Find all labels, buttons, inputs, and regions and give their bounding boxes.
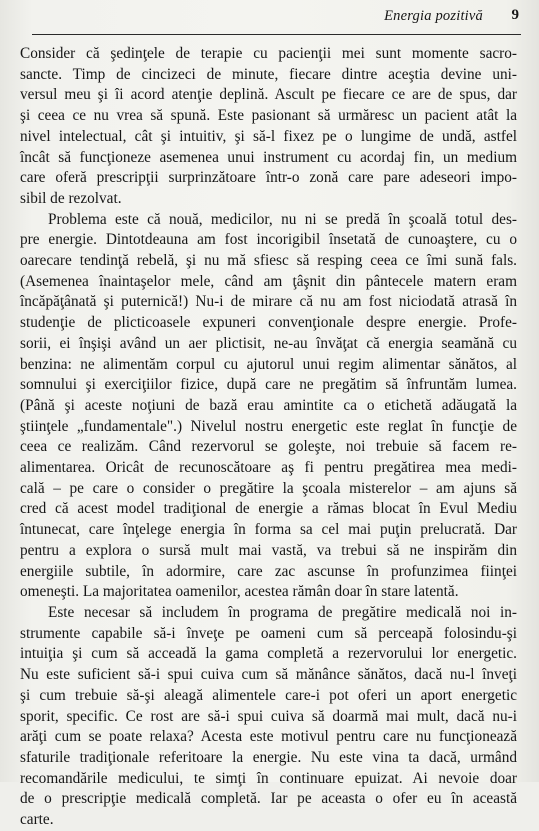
text-line: (Până şi aceste noţiuni de bază erau amintite ca o etichetă adăugată la [20, 396, 517, 414]
text-line: sfaturile tradiţionale referitoare la energie. Nu este vina ta dacă, urmând [20, 748, 517, 766]
paragraph [20, 210, 517, 603]
text-line: încăpăţânată şi puternică!) Nu-i de mirare că nu am fost niciodată atrasă în [20, 293, 517, 311]
text-line: Consider că şedinţele de terapie cu pacienţii mei sunt momente sacro- [20, 45, 517, 62]
text-line: cală – pe care o consider o pregătire la şcoala misterelor – am ajuns să [20, 479, 517, 497]
text-line: pre energie. Dintotdeauna am fost incorigibil însetată de cunoaştere, cu o [20, 231, 517, 249]
text-line: şi ceea ce nu vrea să spună. Este pasionant să urmăresc un pacient atât la [20, 107, 517, 125]
text-line: sporit, specific. Ce rost are să-i spui cuiva să doarmă mai mult, dacă nu-i [20, 707, 517, 725]
text-line: arăţi cum se poate relaxa? Acesta este motivul pentru care nu funcţionează [20, 728, 517, 746]
text-line: cred că acest model tradiţional de energie a rămas blocat în Evul Mediu [20, 500, 517, 518]
body-text [20, 44, 517, 831]
text-line: benzina: ne alimentăm corpul cu ajutorul unui regim alimentar sănătos, al [20, 355, 517, 373]
text-line: nivel intelectual, cât şi intuitiv, şi să-l fixez pe o lungime de undă, astfel [20, 127, 517, 145]
text-line: versul meu şi îi acord atenţie deplină. Ascult pe fiecare ce are de spus, dar [20, 86, 517, 104]
paragraph [20, 603, 517, 831]
text-line: Problema este că nouă, medicilor, nu ni se predă în şcoală totul des- [48, 210, 517, 228]
text-line: şi cum trebuie să-şi aleagă alimentele care-i pot oferi un aport energetic [20, 686, 517, 704]
text-line: somnului şi exerciţiilor fizice, după care ne pregătim să înfruntăm lumea. [20, 376, 517, 394]
paragraph [20, 44, 517, 210]
text-line: omeneşti. La majoritatea oamenilor, acestea rămân doar în stare latentă. [20, 583, 459, 601]
text-line: recomandările medicului, te simţi în continuare epuizat. Ai nevoie doar [20, 769, 517, 787]
text-line: de o prescripţie medicală completă. Iar pe aceasta o ofer eu în această [20, 790, 517, 808]
text-line: sorii, ei înşişi având un aer plictisit, ne-au învăţat că energia seamănă cu [20, 334, 517, 352]
text-line: ştiinţele „fundamentale".) Nivelul nostru energetic este reglat în funcţie de [20, 417, 517, 435]
text-line: studenţie de plicticoasele expuneri convenţionale despre energie. Profe- [20, 314, 517, 332]
text-line: ceea ce realizăm. Când rezervorul se goleşte, noi trebuie să facem re- [20, 438, 517, 456]
text-line: sibil de rezolvat. [20, 189, 122, 207]
page-number: 9 [511, 7, 519, 23]
text-line: oarecare tendinţă rebelă, şi nu mă sfiesc să resping ceea ce îmi sună fals. [20, 252, 517, 270]
text-line: carte. [20, 811, 54, 829]
text-line: încât să funcţioneze asemenea unui instrument cu acordaj fin, un medium [20, 148, 517, 166]
text-line: sancte. Timp de cincizeci de minute, fiecare dintre aceştia devine uni- [20, 65, 517, 83]
running-head: Energia pozitivă [384, 8, 483, 24]
header-rule [32, 34, 521, 35]
text-line: Este necesar să includem în programa de pregătire medicală noi in- [48, 603, 517, 621]
text-line: strumente capabile să-i înveţe pe oameni cum să perceapă folosindu-şi [20, 624, 517, 642]
text-line: intuiţia şi cum să acceadă la gama completă a rezervorului lor energetic. [20, 645, 517, 663]
text-line: Nu este suficient să-i spui cuiva cum să mănânce sănătos, dacă nu-l înveţi [20, 666, 517, 684]
text-line: (Asemenea înaintaşelor mele, când am ţâşnit din pântecele matern eram [20, 272, 517, 290]
text-line: alimentarea. Oricât de recunoscătoare aş fi pentru pregătirea mea medi- [20, 459, 517, 477]
text-line: întunecat, care înţelege energia în forma sa cel mai puţin prelucrată. Dar [20, 521, 517, 539]
text-line: energiile subtile, în adormire, care zac ascunse în profunzimea fiinţei [20, 562, 517, 580]
page-header [28, 7, 521, 27]
text-line: care oferă prescripţii surprinzătoare într-o zonă care pare adeseori impo- [20, 169, 517, 187]
text-line: pentru a explora o sursă mult mai vastă, va trebui să ne inspirăm din [20, 541, 517, 559]
